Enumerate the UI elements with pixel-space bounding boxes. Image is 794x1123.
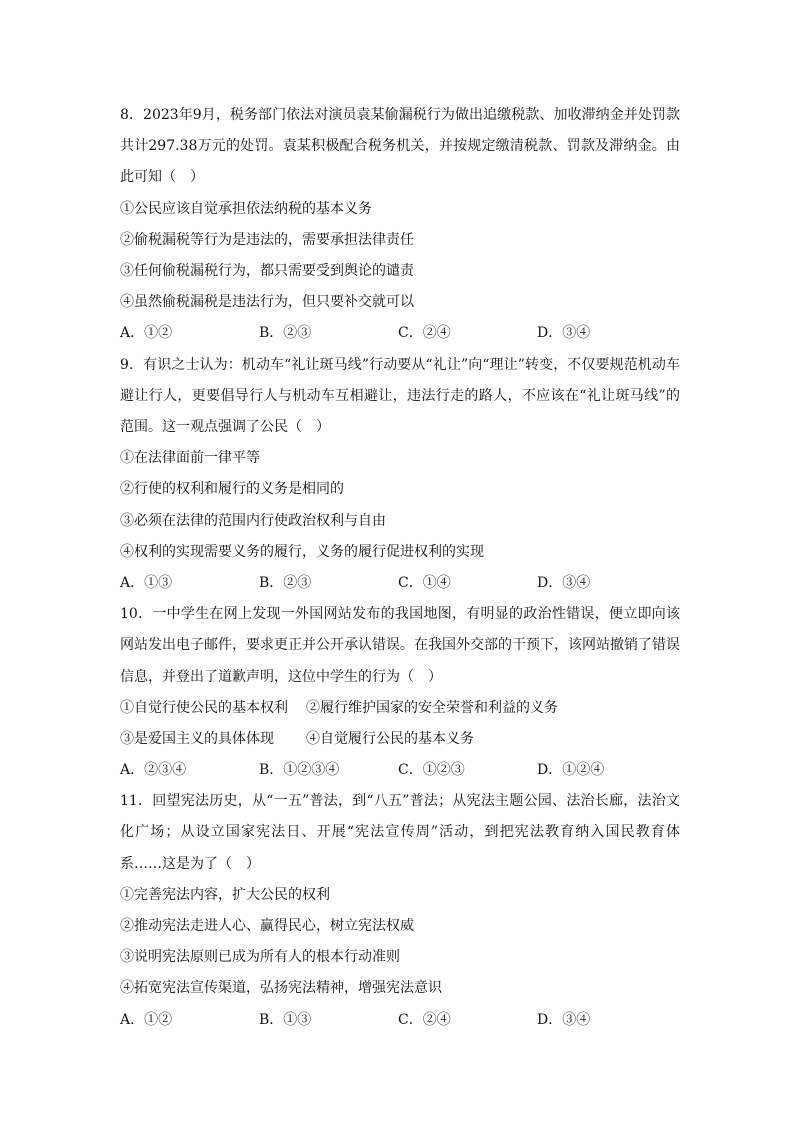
option-c[interactable]: C．②④ bbox=[398, 1011, 451, 1028]
question-8 bbox=[120, 100, 680, 350]
statement-1: ①完善宪法内容，扩大公民的权利 bbox=[120, 886, 330, 903]
question-9 bbox=[120, 350, 680, 600]
statement-4: ④权利的实现需要义务的履行，义务的履行促进权利的实现 bbox=[120, 543, 484, 560]
option-d[interactable]: D．③④ bbox=[537, 325, 591, 342]
statement-4: ④拓宽宪法宣传渠道，弘扬宪法精神，增强宪法意识 bbox=[120, 980, 442, 997]
statement-2: ②履行维护国家的安全荣誉和利益的义务 bbox=[306, 699, 558, 716]
option-a[interactable]: A．①③ bbox=[120, 574, 173, 591]
answer-options bbox=[120, 1005, 680, 1036]
statement-1: ①在法律面前一律平等 bbox=[120, 450, 260, 467]
option-b[interactable]: B．②③ bbox=[259, 574, 312, 591]
option-d[interactable]: D．①②④ bbox=[537, 762, 605, 779]
statement-row-1 bbox=[120, 693, 680, 724]
statement-2: ②行使的权利和履行的义务是相同的 bbox=[120, 481, 344, 498]
option-c[interactable]: C．②④ bbox=[398, 325, 451, 342]
statement-3: ③是爱国主义的具体体现 bbox=[120, 730, 274, 747]
option-a[interactable]: A．②③④ bbox=[120, 762, 187, 779]
question-stem: 8．2023年9月，税务部门依法对演员袁某偷漏税行为做出追缴税款、加收滞纳金并处罚款共计297.38万元的处罚。袁某积极配合税务机关，并按规定缴清税款、罚款及滞纳金。由此可知（ ） bbox=[120, 107, 680, 186]
statement-3: ③任何偷税漏税行为，都只需要受到舆论的谴责 bbox=[120, 262, 414, 279]
statement-3: ③说明宪法原则已成为所有人的根本行动准则 bbox=[120, 949, 400, 966]
question-stem: 10．一中学生在网上发现一外国网站发布的我国地图，有明显的政治性错误，便立即向该网站发出电子邮件，要求更正并公开承认错误。在我国外交部的干预下，该网站撤销了错误信息，并登出了道歉声明，这位中学生的行为（ ） bbox=[120, 606, 680, 685]
option-c[interactable]: C．①④ bbox=[398, 574, 451, 591]
question-stem: 11．回望宪法历史，从“一五”普法，到“八五”普法；从宪法主题公园、法治长廊，法治文化广场；从设立国家宪法日、开展“宪法宣传周”活动，到把宪法教育纳入国民教育体系……这是为了（ ） bbox=[120, 793, 680, 872]
statement-3: ③必须在法律的范围内行使政治权利与自由 bbox=[120, 512, 386, 529]
statement-2: ②推动宪法走进人心、赢得民心，树立宪法权威 bbox=[120, 918, 414, 935]
option-a[interactable]: A．①② bbox=[120, 1011, 173, 1028]
option-b[interactable]: B．②③ bbox=[259, 325, 312, 342]
statement-4: ④虽然偷税漏税是违法行为，但只要补交就可以 bbox=[120, 294, 414, 311]
question-list bbox=[120, 100, 680, 1036]
answer-options bbox=[120, 318, 680, 349]
statement-4: ④自觉履行公民的基本义务 bbox=[306, 730, 474, 747]
statement-1: ①公民应该自觉承担依法纳税的基本义务 bbox=[120, 200, 372, 217]
answer-options bbox=[120, 568, 680, 599]
option-a[interactable]: A．①② bbox=[120, 325, 173, 342]
option-b[interactable]: B．①③ bbox=[259, 1011, 312, 1028]
option-d[interactable]: D．③④ bbox=[537, 574, 591, 591]
question-10 bbox=[120, 599, 680, 786]
option-d[interactable]: D．③④ bbox=[537, 1011, 591, 1028]
option-b[interactable]: B．①②③④ bbox=[259, 762, 340, 779]
question-stem: 9．有识之士认为：机动车“礼让斑马线”行动要从“礼让”向“理让”转变，不仅要规范机动车避让行人，更要倡导行人与机动车互相避让，违法行走的路人，不应该在“礼让斑马线”的范围。这一观点强调了公民（ ） bbox=[120, 356, 680, 435]
statement-row-2 bbox=[120, 724, 680, 755]
answer-options bbox=[120, 755, 680, 786]
statement-1: ①自觉行使公民的基本权利 bbox=[120, 699, 288, 716]
question-11 bbox=[120, 786, 680, 1036]
option-c[interactable]: C．①②③ bbox=[398, 762, 465, 779]
statement-2: ②偷税漏税等行为是违法的，需要承担法律责任 bbox=[120, 231, 414, 248]
